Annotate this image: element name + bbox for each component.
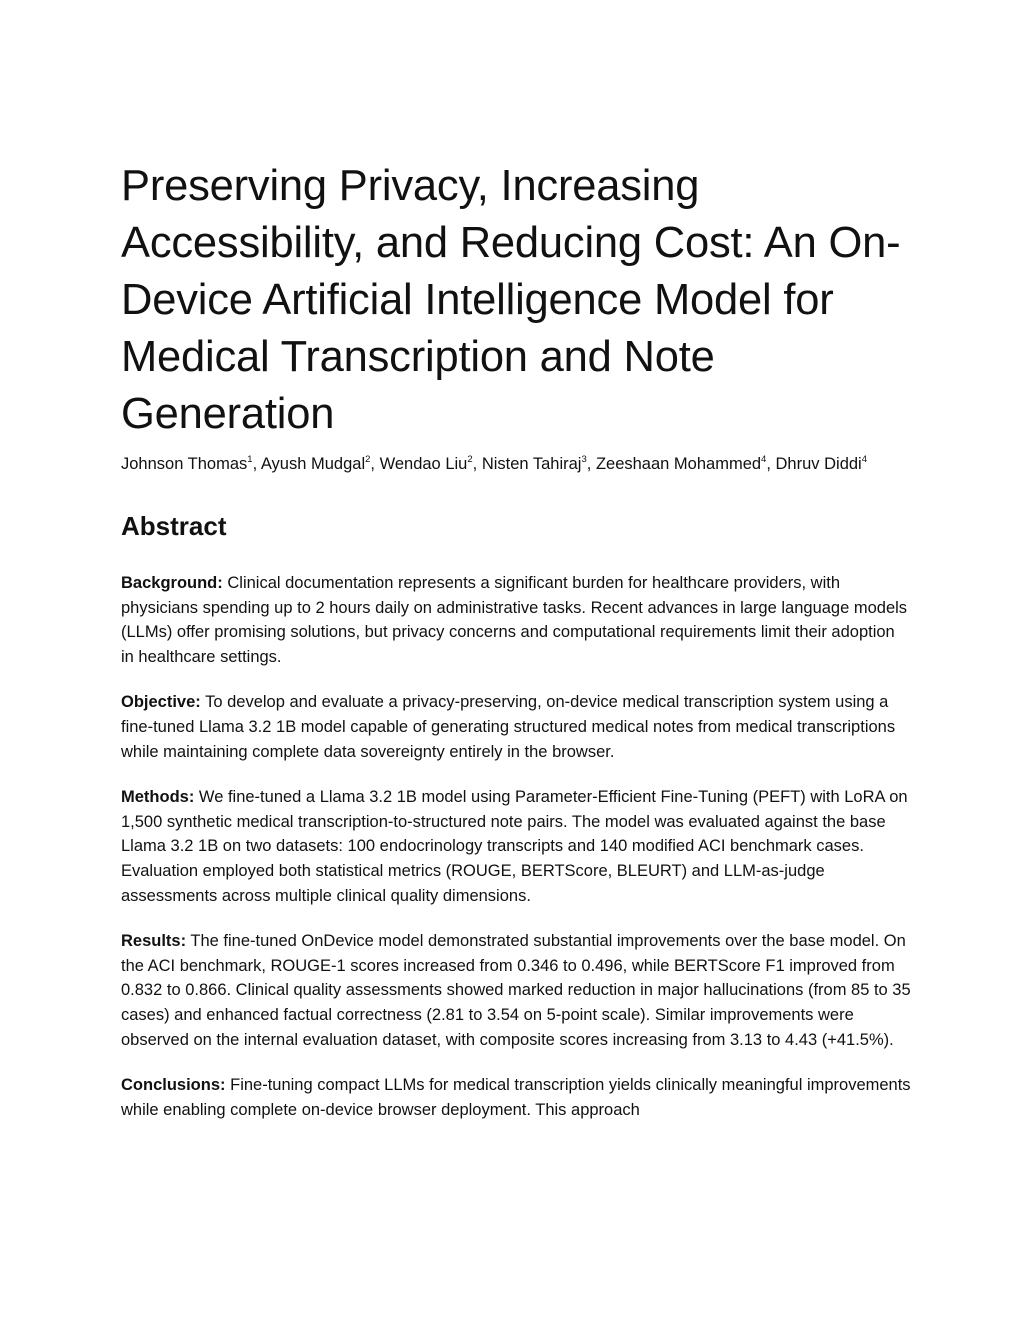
author-affiliation: 4 [861,453,868,465]
abstract-heading: Abstract [121,511,227,541]
paper-page [121,158,911,1139]
section-text: We fine-tuned a Llama 3.2 1B model using Parameter-Efficient Fine-Tuning (PEFT) with LoRA on 1,500 synthetic medical transcription-to-structured note pairs. The model was evaluated against the base Llama 3.2 1B on two datasets: 100 endocrinology transcripts and 140 modified ACI benchmark cases. Evaluation employed both statistical metrics (ROUGE, BERTScore, BLEURT) and LLM-as-judge assessments across multiple clinical quality dimensions. [121,788,908,905]
section-label: Objective: [121,693,201,712]
author-affiliation: 4 [761,453,767,465]
author-name: Dhruv Diddi [775,455,862,473]
paper-title: Preserving Privacy, Increasing Accessibility, and Reducing Cost: An On-Device Artificial Intelligence Model for Medical Transcription and Note Generation [121,162,901,438]
author-affiliation: 1 [247,453,253,465]
author-list: Johnson Thomas$^1$, Ayush Mudgal$^2$, Wendao Liu$^2$, Nisten Tahiraj$^3$, Zeeshaan Mohammed$^4$, Dhruv Diddi$^4$ [121,453,868,473]
section-text: The fine-tuned OnDevice model demonstrated substantial improvements over the base model. On the ACI benchmark, ROUGE-1 scores increased from 0.346 to 0.496, while BERTScore F1 improved from 0.832 to 0.866. Clinical quality assessments showed marked reduction in major hallucinations (from 85 to 35 cases) and enhanced factual correctness (2.81 to 3.54 on 5-point scale). Similar improvements were observed on the internal evaluation dataset, with composite scores increasing from 3.13 to 4.43 (+41.5%). [121,932,911,1049]
section-text: To develop and evaluate a privacy-preserving, on-device medical transcription system using a fine-tuned Llama 3.2 1B model capable of generating structured medical notes from medical transcriptions while maintaining complete data sovereignty entirely in the browser. [121,693,896,761]
author-affiliation: 2 [365,453,371,465]
abstract-methods [121,785,911,908]
author-name: Wendao Liu [379,455,468,473]
abstract-objective [121,690,911,764]
abstract-results [121,929,911,1052]
author-name: Ayush Mudgal [260,455,366,473]
section-label: Background: [121,574,223,592]
section-text: Fine-tuning compact LLMs for medical transcription yields clinically meaningful improvements while enabling complete on-device browser deployment. This approach [121,1076,911,1119]
abstract-background [121,571,911,669]
section-label: Methods: [121,788,195,807]
author-name: Zeeshaan Mohammed [595,455,762,473]
section-label: Results: [121,932,187,951]
section-label: Conclusions: [121,1076,226,1095]
author-name: Johnson Thomas [121,455,248,473]
author-affiliation: 3 [581,453,587,465]
author-affiliation: 2 [467,453,473,465]
abstract-conclusions [121,1073,911,1122]
author-name: Nisten Tahiraj [481,455,582,473]
section-text: Clinical documentation represents a significant burden for healthcare providers, with physicians spending up to 2 hours daily on administrative tasks. Recent advances in large language models (LLMs) offer promising solutions, but privacy concerns and computational requirements limit their adoption in healthcare settings. [121,574,908,666]
